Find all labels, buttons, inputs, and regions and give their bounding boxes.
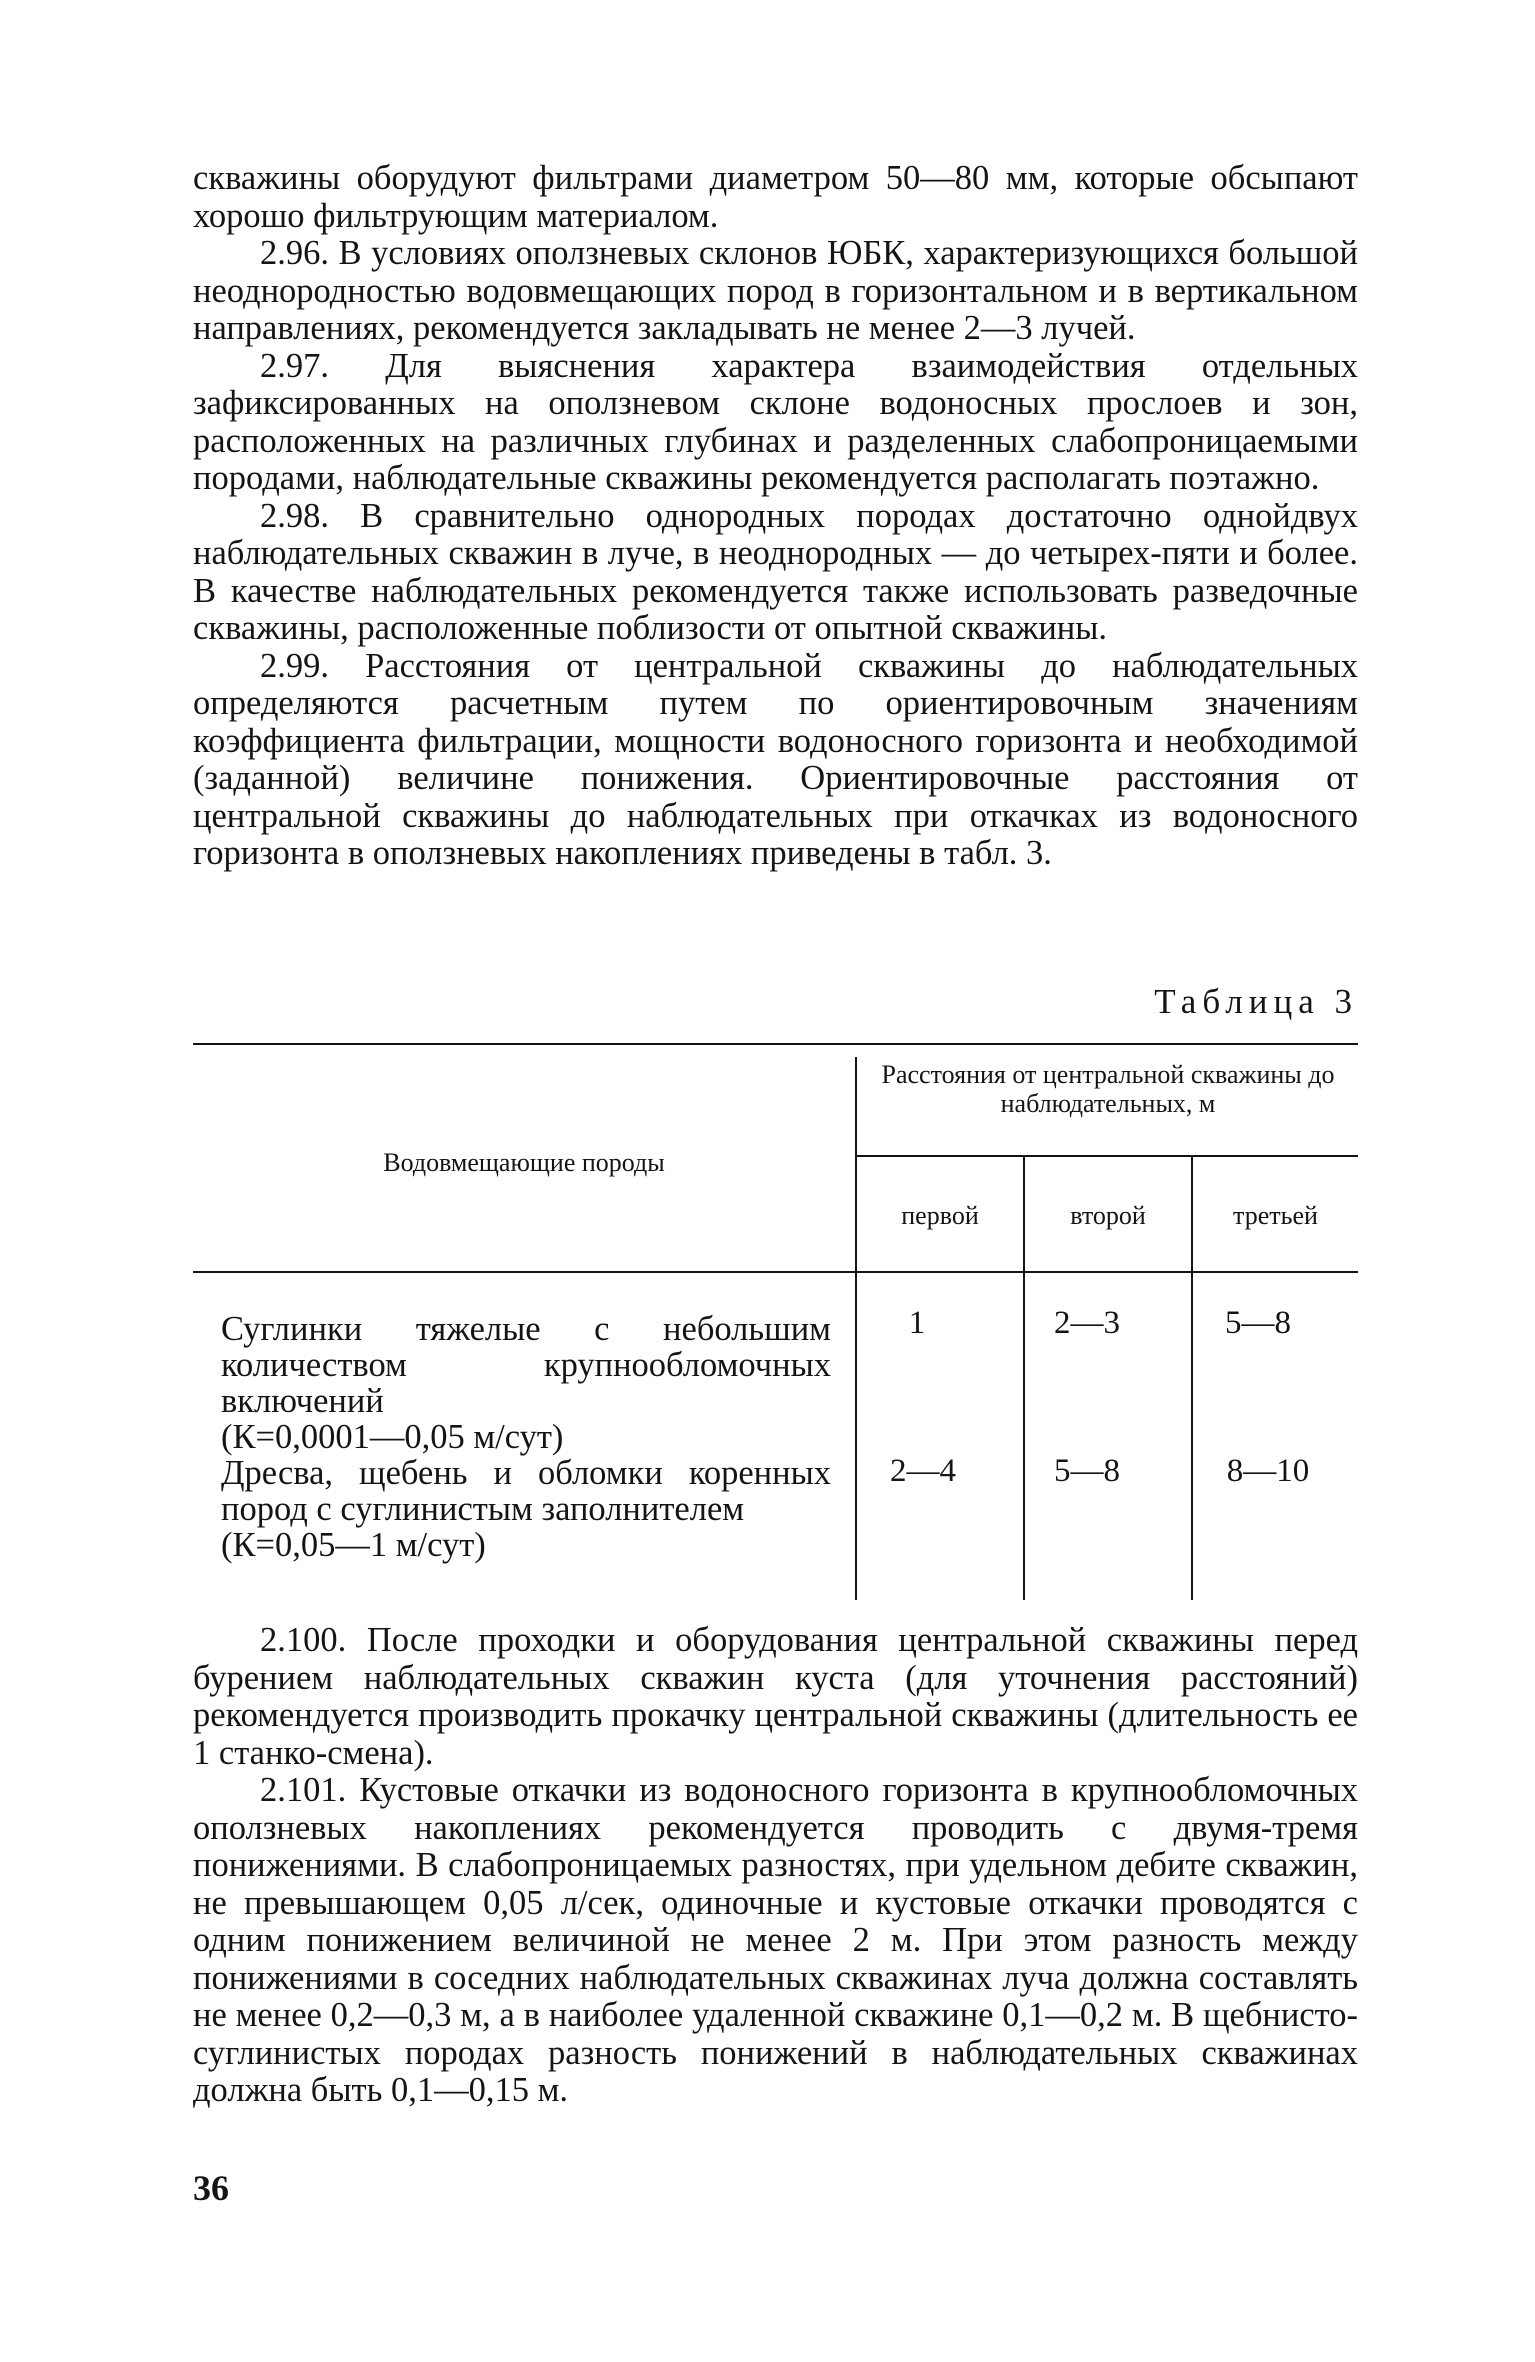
table-row-1-first: 1 [908,1305,926,1341]
paragraph-text: В условиях оползневых склонов ЮБК, характеризующихся большой неоднородностью водовмещающих пород в горизонтальном и в вертикальном направлениях, рекомендуется закладывать не менее 2—3 лучей. [193,234,1359,347]
paragraph-text: В сравнительно однородных породах достаточно однойдвух наблюдательных скважин в луче, в неоднородных — до четырех-пяти и более. В качестве наблюдательных рекомендуется также использовать разведочные скважины, расположенные поблизости от опытной скважины. [193,496,1358,647]
header-col-second: второй [1070,1201,1146,1230]
table-row-2-rock [221,1455,831,1563]
table-row-1-third: 5—8 [1225,1305,1291,1341]
table-top-rule [193,1043,1358,1045]
paragraph-2-98 [193,498,1358,648]
paragraph-continuation [193,160,1358,235]
paragraph-2-97 [193,348,1358,498]
table-row-2-first: 2—4 [890,1453,956,1489]
table-row-2-third: 8—10 [1226,1453,1310,1489]
table-label: Таблица 3 [1154,982,1358,1021]
paragraph-number: 2.96. [260,234,329,272]
paragraph-2-100 [193,1622,1358,1772]
paragraph-number: 2.100. [260,1621,347,1659]
header-rock-type: Водовмещающие породы [383,1148,665,1177]
data-table [193,1043,1358,1600]
filtration-coefficient: (К=0,0001—0,05 м/сут) [221,1418,564,1456]
paragraph-2-99 [193,648,1358,873]
paragraph-text: Кустовые откачки из водоносного горизонта в крупнообломочных оползневых накоплениях рекомендуется проводить с двумя-тремя понижениями. В слабопроницаемых разностях, при удельном дебите скважин, не превышающем 0,05 л/сек, одиночные и кустовые откачки проводятся с одним понижением величиной не менее 2 м. При этом разность между понижениями в соседних наблюдательных скважинах луча должна составлять не менее 0,2—0,3 м, а в наиболее удаленной скважине 0,1—0,2 м. В щебнисто-суглинистых породах разность понижений в наблюдательных скважинах должна быть 0,1—0,15 м. [193,1771,1359,2109]
paragraph-text: Расстояния от центральной скважины до наблюдательных определяются расчетным путем по ориентировочным значениям коэффициента фильтрации, мощности водоносного горизонта и необходимой (заданной) величине понижения. Ориентировочные расстояния от центральной скважины до наблюдательных при откачках из водоносного горизонта в оползневых накоплениях приведены в табл. 3. [193,646,1358,872]
table-header-bottom-rule [193,1271,1358,1273]
paragraph-number: 2.101. [260,1771,347,1809]
table-row-1-rock [221,1311,831,1455]
table-row-1-second: 2—3 [1054,1305,1120,1341]
table-header-divider [855,1155,1358,1157]
header-col-first: первой [901,1201,979,1230]
table-row-2-second: 5—8 [1054,1453,1120,1489]
rock-description: Суглинки тяжелые с небольшим количеством крупнообломочных включений [221,1310,831,1420]
header-col-third: третьей [1233,1201,1318,1230]
filtration-coefficient: (К=0,05—1 м/сут) [221,1526,486,1564]
rock-description: Дресва, щебень и обломки коренных пород с суглинистым заполнителем [221,1454,831,1528]
paragraph-number: 2.97. [260,346,329,385]
top-text-block [193,160,1358,873]
paragraph-text: После проходки и оборудования центральной скважины перед бурением наблюдательных скважин куста (для уточнения расстояний) рекомендуется производить прокачку центральной скважины (длительность ее 1 станко-смена). [193,1621,1359,1772]
paragraph-2-101 [193,1772,1358,2110]
paragraph-number: 2.98. [260,496,329,535]
paragraph-2-96 [193,235,1358,348]
paragraph-text: Для выяснения характера взаимодействия отдельных зафиксированных на оползневом склоне водоносных прослоев и зон, расположенных на различных глубинах и разделенных слабопроницаемыми породами, наблюдательные скважины рекомендуется располагать поэтажно. [193,346,1358,497]
header-distance: Расстояния от центральной скважины до наблюдательных, м [881,1060,1335,1118]
paragraph-number: 2.99. [260,646,329,685]
paragraph-text: скважины оборудуют фильтрами диаметром 50—80 мм, которые обсыпают хорошо фильтрующим материалом. [193,159,1358,235]
bottom-text-block [193,1622,1358,2110]
page-number: 36 [193,2168,229,2208]
